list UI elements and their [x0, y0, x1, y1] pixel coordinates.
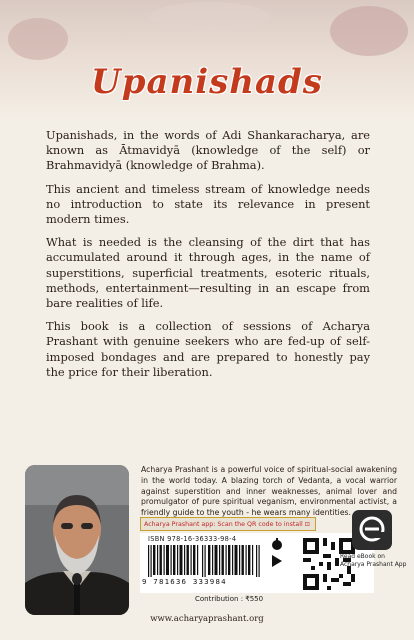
barcode-digits: 9 781636 333984 — [142, 577, 227, 586]
blossom-decoration — [330, 6, 408, 56]
blurb — [46, 128, 370, 388]
ebook-app-icon[interactable] — [352, 510, 392, 550]
blossom-decoration — [150, 2, 270, 32]
blurb-paragraph: This ancient and timeless stream of knowledge needs no introduction to state its relevance in present modern times. — [46, 181, 370, 227]
app-install-prompt — [140, 517, 316, 531]
blossom-decoration — [8, 18, 68, 60]
play-store-icon — [270, 554, 284, 568]
contribution-price: Contribution : ₹550 — [195, 595, 264, 603]
qr-scan-icon: ⊡ — [304, 521, 311, 528]
barcode — [146, 545, 264, 577]
website-url[interactable]: www.acharyaprashant.org — [150, 614, 264, 624]
app-store-icon — [270, 537, 284, 551]
blurb-paragraph: Upanishads, in the words of Adi Shankaracharya, are known as Ātmavidyā (knowledge of the self) or Brahmavidyā (knowledge of Brahma). — [46, 128, 370, 173]
app-prompt-text: Acharya Prashant app: Scan the QR code to install — [144, 521, 303, 528]
ebook-label: Read eBook on Acharya Prashant App — [340, 553, 407, 568]
book-title: Upanishads — [91, 62, 323, 102]
author-photo — [25, 465, 129, 615]
barcode-area — [140, 533, 374, 593]
store-icons — [270, 537, 288, 568]
isbn: ISBN 978-16-36333-98-4 — [148, 535, 237, 543]
author-bio: Acharya Prashant is a powerful voice of spiritual-social awakening in the world today. A blazing torch of Vedanta, a vocal warrior against superstition and inner weaknesses, animal lover and promulgator of pure spiritual veganism, environmental activist, a friendly guide to the youth - he wears many identities. — [141, 465, 397, 518]
blurb-paragraph: What is needed is the cleansing of the dirt that has accumulated around it through ages, in the name of superstitions, superficial treatments, esoteric rituals, methods, entertainment—resulting in an escape from bare realities of life. — [46, 235, 370, 311]
blurb-paragraph: This book is a collection of sessions of Acharya Prashant with genuine seekers who are fed-up of self-imposed bondages and are prepared to honestly pay the price for their liberation. — [46, 319, 370, 379]
